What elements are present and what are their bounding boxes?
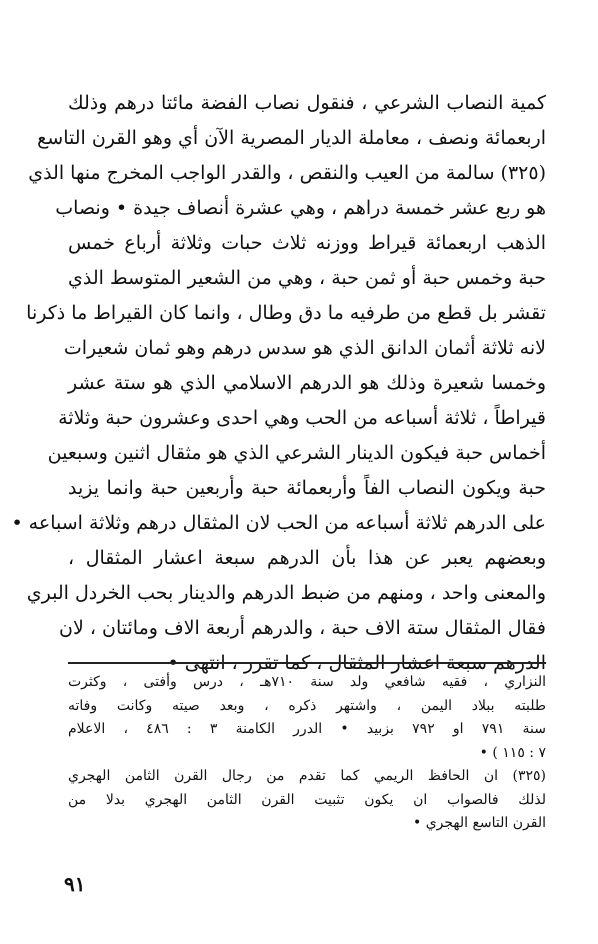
main-text-line: أخماس حبة فيكون الدينار الشرعي الذي هو مثقال اثنين وسبعين xyxy=(47,442,546,464)
main-text-block xyxy=(11,86,546,681)
main-text-line: حبة وخمس حبة أو ثمن حبة ، وهي من الشعير المتوسط الذي xyxy=(68,267,546,289)
footnote-line: ٧ : ١١٥ ) • xyxy=(479,744,546,761)
main-text-line: قيراطاً ، ثلاثة أسباعه من الحب وهي احدى وعشرون حبة وثلاثة xyxy=(58,407,546,429)
main-text-line: على الدرهم ثلاثة أسباعه من الحب لان المثقال درهم وثلاثة اسباعه • xyxy=(11,512,546,534)
footnote-line: النزاري ، فقيه شافعي ولد سنة ٧١٠هـ ، درس وأفتى ، وكثرت xyxy=(68,674,546,690)
footnote-line: (٣٢٥) ان الحافظ الريمي كما تقدم من رجال القرن الثامن الهجري xyxy=(68,768,546,784)
main-text-line: تقشر بل قطع من طرفيه ما دق وطال ، وانما كان القيراط ما ذكرنا xyxy=(26,302,546,324)
footnotes-block xyxy=(68,671,546,836)
footnote-line: طلبته ببلاد اليمن ، واشتهر ذكره ، وبعد صيته وكانت وفاته xyxy=(68,697,546,714)
footnote-separator-rule xyxy=(68,662,546,664)
main-text-line: (٣٢٥) سالمة من العيب والنقص ، والقدر الواجب المخرج منها الذي xyxy=(28,162,546,184)
main-text-line: كمية النصاب الشرعي ، فنقول نصاب الفضة مائتا درهم وذلك xyxy=(68,92,546,114)
footnote-line: سنة ٧٩١ او ٧٩٢ بزبيد • الدرر الكامنة ٣ : ٤٨٦ ، الاعلام xyxy=(68,721,547,737)
main-text-line: الدرهم سبعة اعشار المثقال ، كما تقرر ، انتهى • xyxy=(167,652,546,674)
page-number: ٩١ xyxy=(64,872,86,896)
main-text-line: والمعنى واحد ، ومنهم من ضبط الدرهم والدينار بحب الخردل البري xyxy=(26,582,546,604)
main-text-line: اربعمائة ونصف ، معاملة الديار المصرية الآن أي وهو القرن التاسع xyxy=(37,127,546,149)
footnote-line: القرن التاسع الهجري • xyxy=(412,815,546,831)
main-text-line: حبة ويكون النصاب الفاً وأربعمائة حبة وأربعين حبة وانما يزيد xyxy=(68,477,546,499)
main-text-line: وخمسا شعيرة وذلك هو الدرهم الاسلامي الذي هو ستة عشر xyxy=(68,372,546,394)
main-text-line: هو ربع عشر خمسة دراهم ، وهي عشرة أنصاف جيدة • ونصاب xyxy=(55,197,546,219)
main-text-line: فقال المثقال ستة الاف حبة ، والدرهم أربعة الاف ومائتان ، لان xyxy=(59,617,546,639)
main-text-line: الذهب اربعمائة قيراط ووزنه ثلاث حبات وثلاثة أرباع خمس xyxy=(68,232,546,254)
footnote-line: لذلك فالصواب ان يكون تثبيت القرن الثامن الهجري بدلا من xyxy=(68,791,546,808)
main-text-line: لانه ثلاثة أثمان الدانق الذي هو سدس درهم وهو ثمان شعيرات xyxy=(63,337,546,359)
main-text-line: وبعضهم يعبر عن هذا بأن الدرهم سبعة اعشار المثقال ، xyxy=(68,547,546,569)
